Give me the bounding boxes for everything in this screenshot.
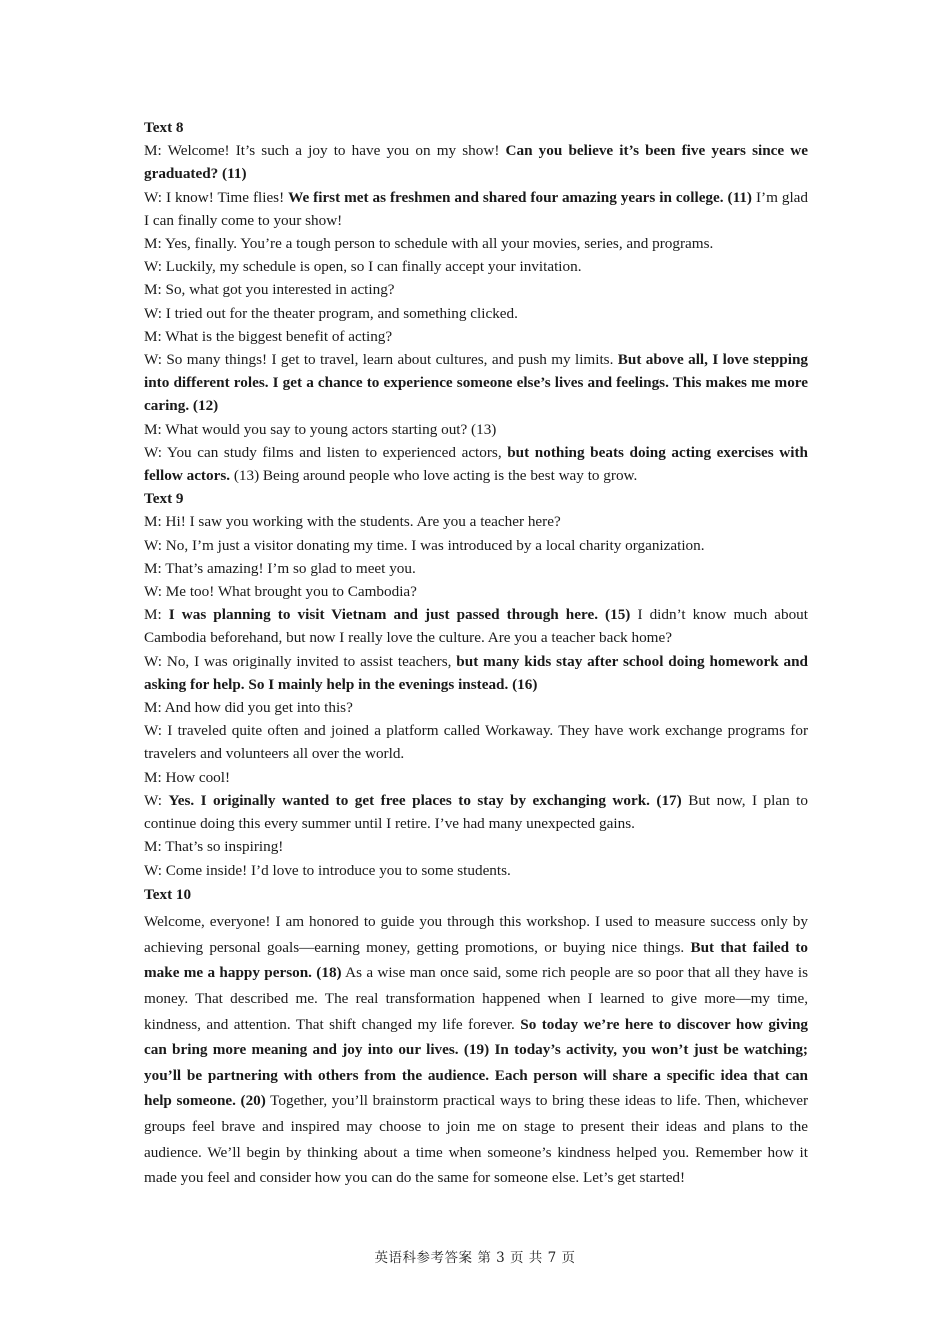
dialogue-line xyxy=(144,139,808,185)
answer-highlight: I was planning to visit Vietnam and just passed through here. (15) xyxy=(168,606,631,624)
answer-highlight: Can you believe it’s been five years since we graduated? (11) xyxy=(144,142,809,183)
dialogue-line xyxy=(144,302,808,325)
transcript-lines xyxy=(144,139,808,487)
section-heading: Text 8 xyxy=(144,119,184,136)
dialogue-line xyxy=(144,441,808,487)
transcript-text: M: What is the biggest benefit of acting? xyxy=(144,327,393,345)
dialogue-line xyxy=(144,278,808,301)
transcript-text: W: I know! Time flies! xyxy=(144,188,289,206)
transcript-lines xyxy=(144,510,808,881)
transcript-text: W: So many things! I get to travel, learn about cultures, and push my limits. xyxy=(144,351,618,369)
dialogue-line xyxy=(144,557,808,580)
transcript-text: W: No, I was originally invited to assist teachers, xyxy=(144,652,457,670)
answer-highlight: but nothing beats doing acting exercises with fellow actors. xyxy=(144,443,808,485)
transcript-text: W: xyxy=(144,791,169,809)
transcript-text: M: Welcome! It’s such a joy to have you on my show! xyxy=(144,142,506,160)
section-heading: Text 9 xyxy=(144,490,184,508)
answer-key-page xyxy=(144,116,808,1191)
dialogue-line xyxy=(144,418,808,441)
transcript-text: M: How cool! xyxy=(144,768,231,786)
text10-section xyxy=(144,882,808,1191)
transcript-text: I didn’t know much about Cambodia beforehand, but now I really love the culture. Are you a teacher back home? xyxy=(144,606,808,647)
dialogue-line xyxy=(144,696,808,719)
dialogue-line xyxy=(144,255,808,278)
transcript-text: M: That’s so inspiring! xyxy=(144,838,284,856)
transcript-text: As a wise man once said, some rich people are so poor that all they have is money. That described me. The real transformation happened when I learned to give more—my time, kindness, and attention. That shift changed my life forever. xyxy=(144,964,808,1033)
transcript-text: M: What would you say to young actors starting out? (13) xyxy=(144,420,497,438)
transcript-text: Together, you’ll brainstorm practical ways to bring these ideas to life. Then, whichever groups feel brave and inspired may choose to join me on stage to present their ideas and plans to the audience. We’ll begin by thinking about a time when someone’s kindness helped you. Remember how it made you feel and consider how you can do the same for someone else. Let’s get started! xyxy=(144,1092,808,1187)
dialogue-line xyxy=(144,603,808,649)
dialogue-line xyxy=(144,325,808,348)
dialogue-line xyxy=(144,232,808,255)
dialogue-line xyxy=(144,719,808,765)
transcript-text: But now, I plan to continue doing this every summer until I retire. I’ve had many unexpected gains. xyxy=(144,791,808,833)
transcript-text: W: Me too! What brought you to Cambodia? xyxy=(144,583,417,601)
answer-highlight: But that failed to make me a happy person. (18) xyxy=(144,938,808,982)
answer-highlight: We first met as freshmen and shared four amazing years in college. (11) xyxy=(288,188,752,206)
transcript-text: Welcome, everyone! I am honored to guide you through this workshop. I used to measure success only by achieving personal goals—earning money, getting promotions, or buying nice things. xyxy=(144,913,808,956)
transcript-text: W: No, I’m just a visitor donating my time. I was introduced by a local charity organization. xyxy=(144,536,705,554)
dialogue-line xyxy=(144,859,808,882)
transcript-text: W: Come inside! I’d love to introduce you to some students. xyxy=(144,861,511,879)
dialogue-line xyxy=(144,348,808,418)
page-footer: 英语科参考答案 第 3 页 共 7 页 xyxy=(374,1250,576,1266)
transcript-text: W: Luckily, my schedule is open, so I can finally accept your invitation. xyxy=(144,258,582,276)
answer-highlight: But above all, I love stepping into different roles. I get a chance to experience someone else’s lives and feelings. This makes me more caring. (12) xyxy=(144,351,808,415)
dialogue-line xyxy=(144,766,808,789)
transcript-text: M: Yes, finally. You’re a tough person to schedule with all your movies, series, and programs. xyxy=(144,235,714,253)
speech-paragraph xyxy=(144,909,808,1191)
answer-highlight: Yes. I originally wanted to get free places to stay by exchanging work. (17) xyxy=(168,791,682,809)
transcript-text: M: Hi! I saw you working with the students. Are you a teacher here? xyxy=(144,513,561,531)
dialogue-line xyxy=(144,186,808,232)
answer-highlight: but many kids stay after school doing homework and asking for help. So I mainly help in the evenings instead. (16) xyxy=(144,652,808,693)
transcript-text: W: You can study films and listen to experienced actors, xyxy=(144,443,508,461)
transcript-text: M: So, what got you interested in acting? xyxy=(144,281,395,299)
dialogue-line xyxy=(144,510,808,533)
dialogue-line xyxy=(144,534,808,557)
dialogue-line xyxy=(144,580,808,603)
dialogue-line xyxy=(144,650,808,696)
answer-highlight: So today we’re here to discover how giving can bring more meaning and joy into our lives. (19) In today’s activity, you won’t just be watching; you’ll be partnering with others from the audience. Each person will share a specific idea that can help someone. (20) xyxy=(144,1015,809,1110)
transcript-text: M: That’s amazing! I’m so glad to meet you. xyxy=(144,559,416,577)
section-heading: Text 10 xyxy=(144,885,192,903)
transcript-text: M: And how did you get into this? xyxy=(144,699,353,717)
transcript-text: (13) Being around people who love acting is the best way to grow. xyxy=(230,467,638,485)
dialogue-line xyxy=(144,789,808,835)
transcript-text: M: xyxy=(144,606,169,624)
transcript-text: W: I tried out for the theater program, and something clicked. xyxy=(144,304,518,322)
text8-section xyxy=(144,116,808,487)
dialogue-line xyxy=(144,835,808,858)
text9-section xyxy=(144,487,808,881)
transcript-text: I’m glad I can finally come to your show! xyxy=(144,188,808,229)
transcript-text: W: I traveled quite often and joined a platform called Workaway. They have work exchange programs for travelers and volunteers all over the world. xyxy=(144,722,808,763)
